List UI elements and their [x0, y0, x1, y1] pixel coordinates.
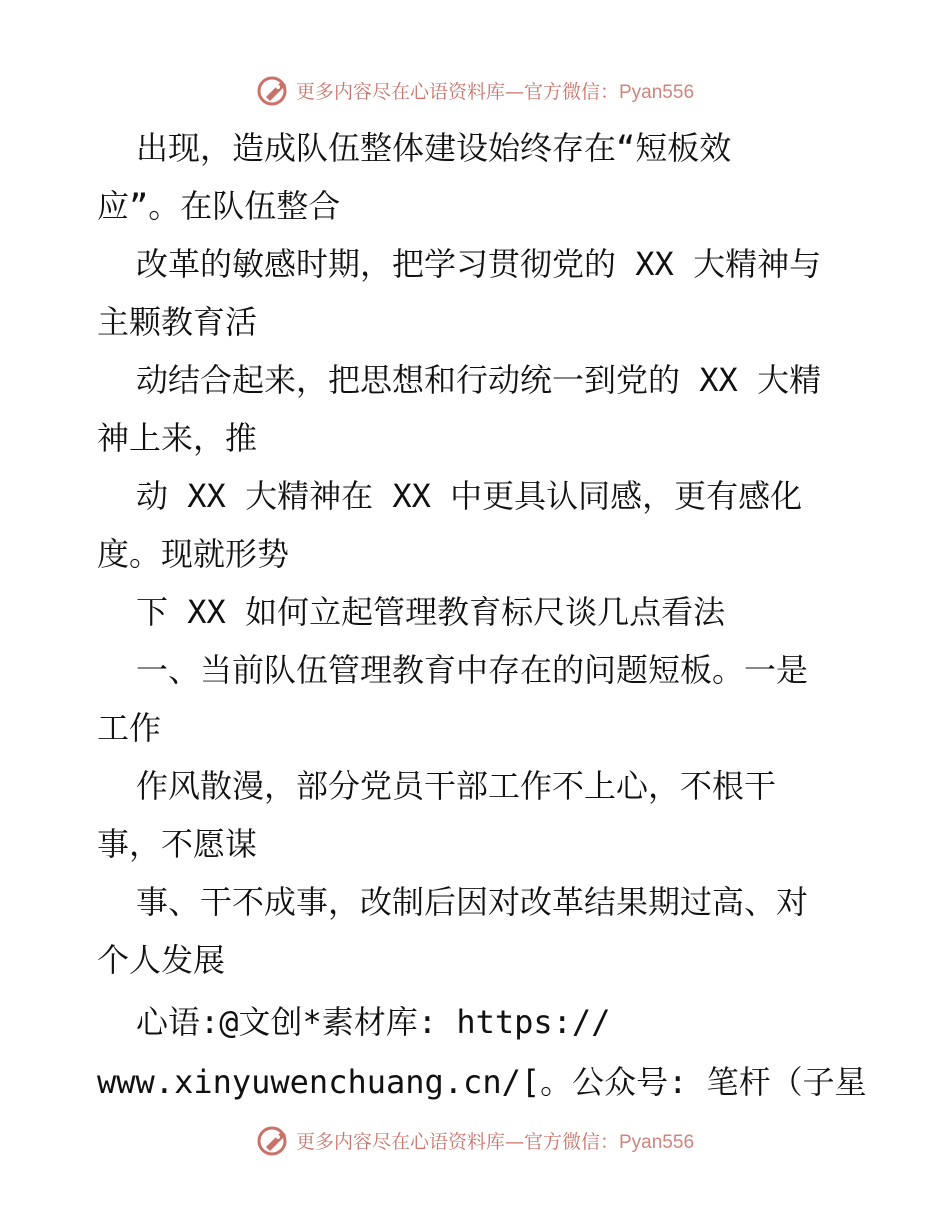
watermark-dash: — [504, 1130, 524, 1153]
document-line: 主颗教育活 [97, 303, 258, 341]
document-line: 神上来，推 [97, 419, 258, 457]
document-line: www.xinyuwenchuang.cn/[。公众号: 笔杆（子星 [97, 1063, 867, 1101]
document-line: 个人发展 [97, 941, 226, 979]
watermark-account: Pyan556 [619, 81, 695, 103]
watermark-account: Pyan556 [619, 1131, 695, 1153]
watermark-dash: — [504, 80, 524, 103]
watermark-text [296, 1127, 694, 1154]
document-line: 动 XX 大精神在 XX 中更具认同感，更有感化 [136, 477, 803, 515]
document-line: 事，不愿谋 [97, 825, 258, 863]
document-line: 出现，造成队伍整体建设始终存在“短板效 [136, 129, 732, 167]
footer-watermark [0, 1120, 950, 1160]
watermark-wechat-label: 官方微信： [523, 80, 619, 103]
document-line: 一、当前队伍管理教育中存在的问题短板。一是 [136, 651, 809, 689]
watermark-site-text: 更多内容尽在心语资料库 [295, 80, 505, 103]
document-line: 事、干不成事，改制后因对改革结果期过高、对 [136, 883, 809, 921]
document-line: 改革的敏感时期，把学习贯彻党的 XX 大精神与 [136, 245, 822, 283]
document-line: 下 XX 如何立起管理教育标尺谈几点看法 [136, 593, 726, 631]
pen-nib-circle-icon [256, 1122, 292, 1158]
document-line: 工作 [97, 709, 162, 747]
document-line: 作风散漫，部分党员干部工作不上心，不根干 [136, 767, 777, 805]
watermark-site-text: 更多内容尽在心语资料库 [295, 1130, 505, 1153]
document-line: 动结合起来，把思想和行动统一到党的 XX 大精 [136, 361, 822, 399]
document-line: 应”。在队伍整合 [97, 187, 341, 225]
document-line: 度。现就形势 [97, 535, 290, 573]
document-line: 心语:@文创*素材库: https:// [136, 1003, 611, 1041]
watermark-wechat-label: 官方微信： [523, 1130, 619, 1153]
